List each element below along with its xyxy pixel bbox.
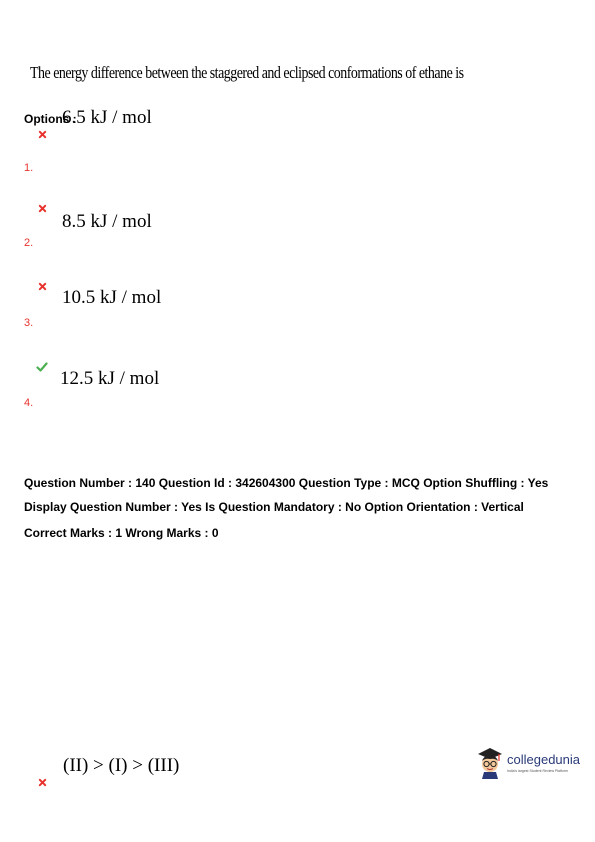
option-4-number: 4.: [24, 397, 34, 409]
wrong-mark-icon: [38, 204, 47, 213]
option-1-value: 6.5 kJ / mol: [62, 107, 152, 128]
wrong-mark-icon: [38, 130, 47, 139]
correct-check-icon: [36, 362, 48, 372]
question-meta-line-2: Display Question Number : Yes Is Question Mandatory : No Option Orientation : Vertical: [24, 500, 524, 514]
logo-name: collegedunia: [507, 752, 581, 767]
wrong-mark-icon: [38, 282, 47, 291]
question-meta-line-3: Correct Marks : 1 Wrong Marks : 0: [24, 526, 219, 540]
student-mascot-icon: [475, 745, 505, 779]
option-3-value: 10.5 kJ / mol: [62, 287, 162, 308]
question-meta-line-1: Question Number : 140 Question Id : 342604300 Question Type : MCQ Option Shuffling : Yes: [24, 476, 549, 490]
options-label: Options :: [24, 112, 77, 126]
option-2-value: 8.5 kJ / mol: [62, 211, 152, 232]
option-1-number: 1.: [24, 162, 34, 174]
next-option-value: (II) > (I) > (III): [63, 755, 180, 776]
option-3-number: 3.: [24, 317, 34, 329]
logo-tagline: India's largest Student Review Platform: [507, 769, 568, 773]
option-4-value: 12.5 kJ / mol: [60, 368, 160, 389]
wrong-mark-icon: [38, 778, 47, 787]
question-text: The energy difference between the staggered and eclipsed conformations of ethane is: [30, 63, 464, 82]
collegedunia-logo: [475, 745, 587, 781]
option-2-number: 2.: [24, 237, 34, 249]
